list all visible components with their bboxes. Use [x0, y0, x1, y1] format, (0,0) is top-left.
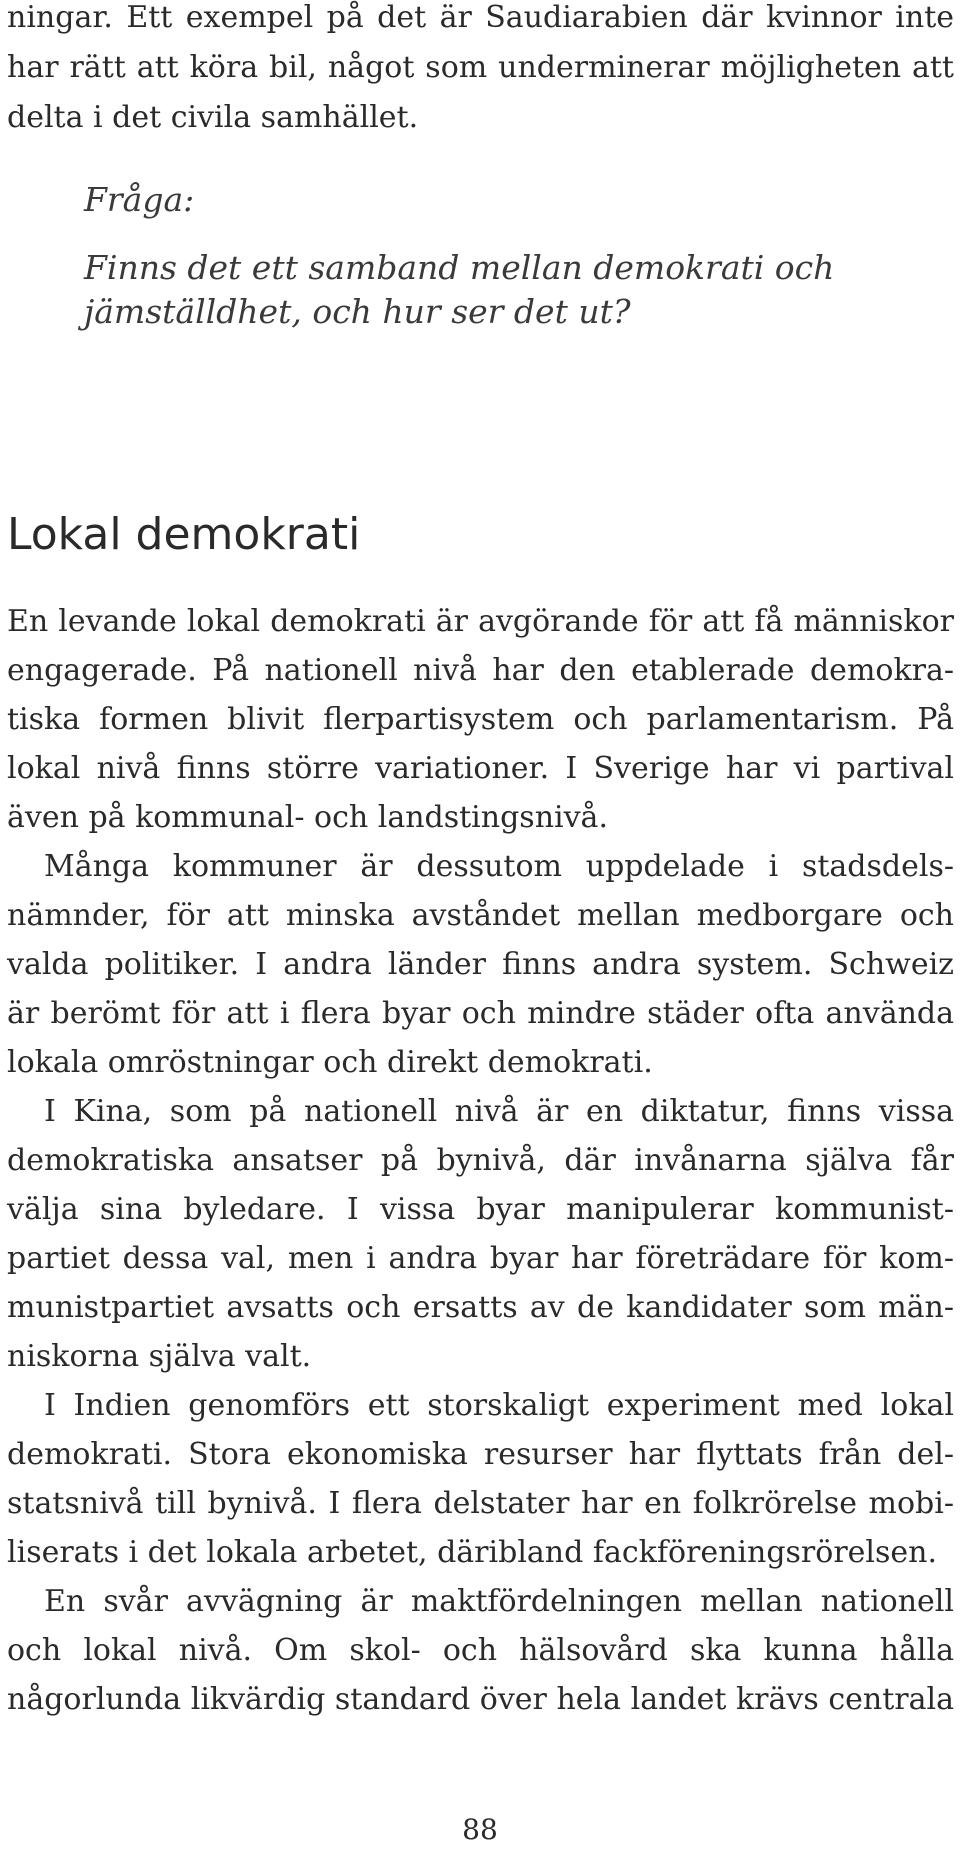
- text-line: En svår avvägning är maktfördelningen mellan nationell: [44, 1584, 954, 1619]
- text-line: statsnivå till bynivå. I flera delstater har en folkrörelse mobi-: [7, 1486, 954, 1521]
- text-line: delta i det civila samhället.: [7, 100, 419, 135]
- text-line: även på kommunal- och landstingsnivå.: [7, 800, 608, 835]
- text-line: En levande lokal demokrati är avgörande för att få människor: [7, 604, 954, 639]
- question-line: Finns det ett samband mellan demokrati och: [84, 248, 835, 287]
- text-line: liserats i det lokala arbetet, däribland fackföreningsrörelsen.: [7, 1535, 938, 1570]
- section-title: Lokal demokrati: [7, 509, 361, 560]
- text-line: lokala omröstningar och direkt demokrati.: [7, 1045, 653, 1080]
- text-line: engagerade. På nationell nivå har den etablerade demokra-: [7, 653, 954, 688]
- page-number: 88: [462, 1813, 498, 1846]
- text-line: tiska formen blivit flerpartisystem och parlamentarism. På: [7, 702, 954, 737]
- question-label: Fråga:: [84, 180, 195, 219]
- text-line: I Indien genomförs ett storskaligt experiment med lokal: [44, 1388, 954, 1423]
- text-line: niskorna själva valt.: [7, 1339, 312, 1374]
- text-line: och lokal nivå. Om skol- och hälsovård ska kunna hålla: [7, 1633, 954, 1668]
- text-line: munistpartiet avsatts och ersatts av de kandidater som män-: [7, 1290, 954, 1325]
- text-line: någorlunda likvärdig standard över hela landet krävs centrala: [7, 1682, 954, 1717]
- text-line: valda politiker. I andra länder finns andra system. Schweiz: [7, 947, 954, 982]
- text-line: nämnder, för att minska avståndet mellan medborgare och: [7, 898, 954, 933]
- text-line: är berömt för att i flera byar och mindre städer ofta använda: [7, 996, 954, 1031]
- text-line: har rätt att köra bil, något som underminerar möjligheten att: [7, 50, 954, 85]
- text-line: ningar. Ett exempel på det är Saudiarabien där kvinnor inte: [7, 0, 954, 35]
- text-line: partiet dessa val, men i andra byar har företrädare för kom-: [7, 1241, 954, 1276]
- text-line: I Kina, som på nationell nivå är en diktatur, finns vissa: [44, 1094, 954, 1129]
- question-line: jämställdhet, och hur ser det ut?: [84, 292, 631, 331]
- text-line: demokratiska ansatser på bynivå, där invånarna själva får: [7, 1143, 954, 1178]
- text-line: välja sina byledare. I vissa byar manipulerar kommunist-: [7, 1192, 954, 1227]
- text-line: Många kommuner är dessutom uppdelade i stadsdels-: [44, 849, 954, 884]
- text-line: demokrati. Stora ekonomiska resurser har flyttats från del-: [7, 1437, 954, 1472]
- text-line: lokal nivå finns större variationer. I Sverige har vi partival: [7, 751, 954, 786]
